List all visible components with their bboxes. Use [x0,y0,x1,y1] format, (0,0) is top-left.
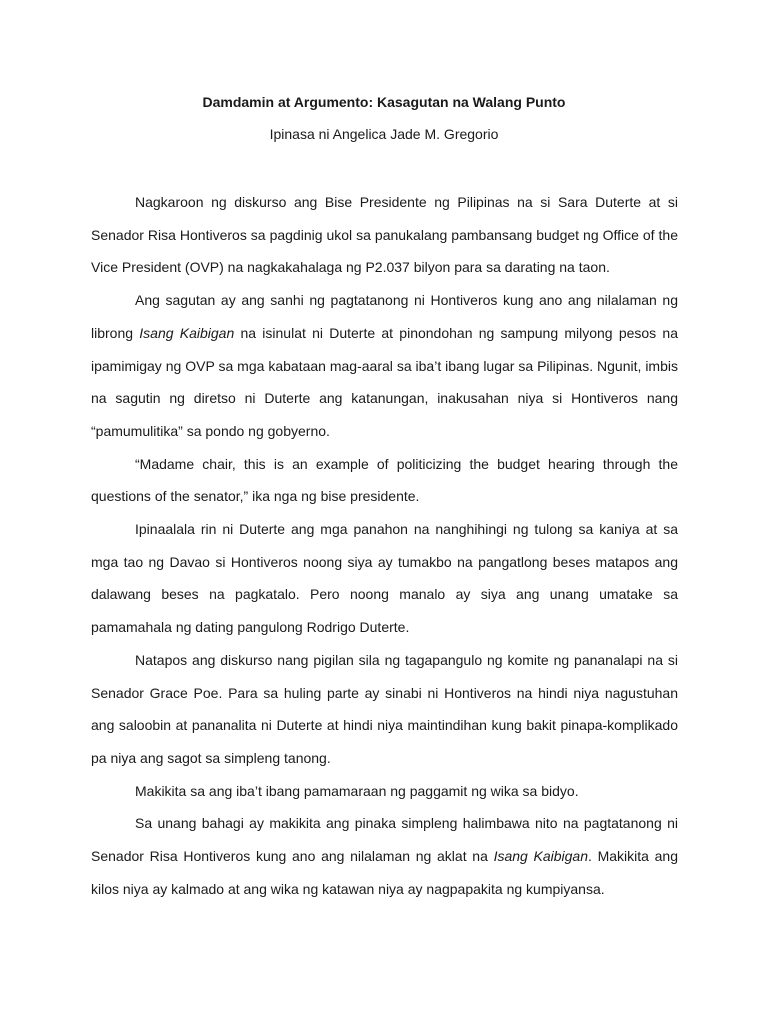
paragraph-2-text-before: Ang sagutan ay ang sanhi ng pagtatanong ni Hontiveros kung ano ang nilalaman ng librong [91,292,678,341]
paragraph-5: Natapos ang diskurso nang pigilan sila ng tagapangulo ng komite ng pananalapi na si Senador Grace Poe. Para sa huling parte ay sinabi ni Hontiveros na hindi niya nagustuhan ang saloobin at pananalita ni Duterte at hindi niya maintindihan kung bakit pinapa-komplikado pa niya ang sagot sa simpleng tanong. [91,651,678,766]
paragraph-1: Nagkaroon ng diskurso ang Bise Presidente ng Pilipinas na si Sara Duterte at si Senador Risa Hontiveros sa pagdinig ukol sa panukalang pambansang budget ng Office of the Vice President (OVP) na nagkakahalaga ng P2.037 bilyon para sa darating na taon. [91,194,678,276]
paragraph-7-book-title: Isang Kaibigan [493,848,588,865]
paragraph-3: “Madame chair, this is an example of politicizing the budget hearing through the questions of the senator,” ika nga ng bise presidente. [91,455,678,505]
paragraph-4: Ipinaalala rin ni Duterte ang mga panahon na nanghihingi ng tulong sa kaniya at sa mga tao ng Davao si Hontiveros noong siya ay tumakbo na pangatlong beses matapos ang dalawang beses na pagkatalo. Pero noong manalo ay siya ang unang umatake sa pamamahala ng dating pangulong Rodrigo Duterte. [91,521,678,636]
paragraph-7 [91,807,678,905]
paragraph-2-book-title: Isang Kaibigan [139,324,235,341]
paragraph-7-text-before: Sa unang bahagi ay makikita ang pinaka simpleng halimbawa nito na pagtatanong ni Senador Risa Hontiveros kung ano ang nilalaman ng aklat na [91,815,678,865]
document-author: Ipinasa ni Angelica Jade M. Gregorio [269,126,499,142]
document-body [91,186,678,905]
document-title: Damdamin at Argumento: Kasagutan na Walang Punto [202,94,566,110]
paragraph-7-text-after: . Makikita ang kilos niya ay kalmado at ang wika ng katawan niya ay nagpapakita ng kumpiyansa. [91,848,678,897]
paragraph-6: Makikita sa ang iba’t ibang pamamaraan ng paggamit ng wika sa bidyo. [135,782,579,799]
paragraph-2-text-after: na isinulat ni Duterte at pinondohan ng sampung milyong pesos na ipamimigay ng OVP sa mga kabataan mag-aaral sa iba’t ibang lugar sa Pilipinas. Ngunit, imbis na sagutin ng diretso ni Duterte ang katanungan, inakusahan niya si Hontiveros nang “pamumulitika” sa pondo ng gobyerno. [91,324,678,439]
paragraph-2 [91,284,678,448]
